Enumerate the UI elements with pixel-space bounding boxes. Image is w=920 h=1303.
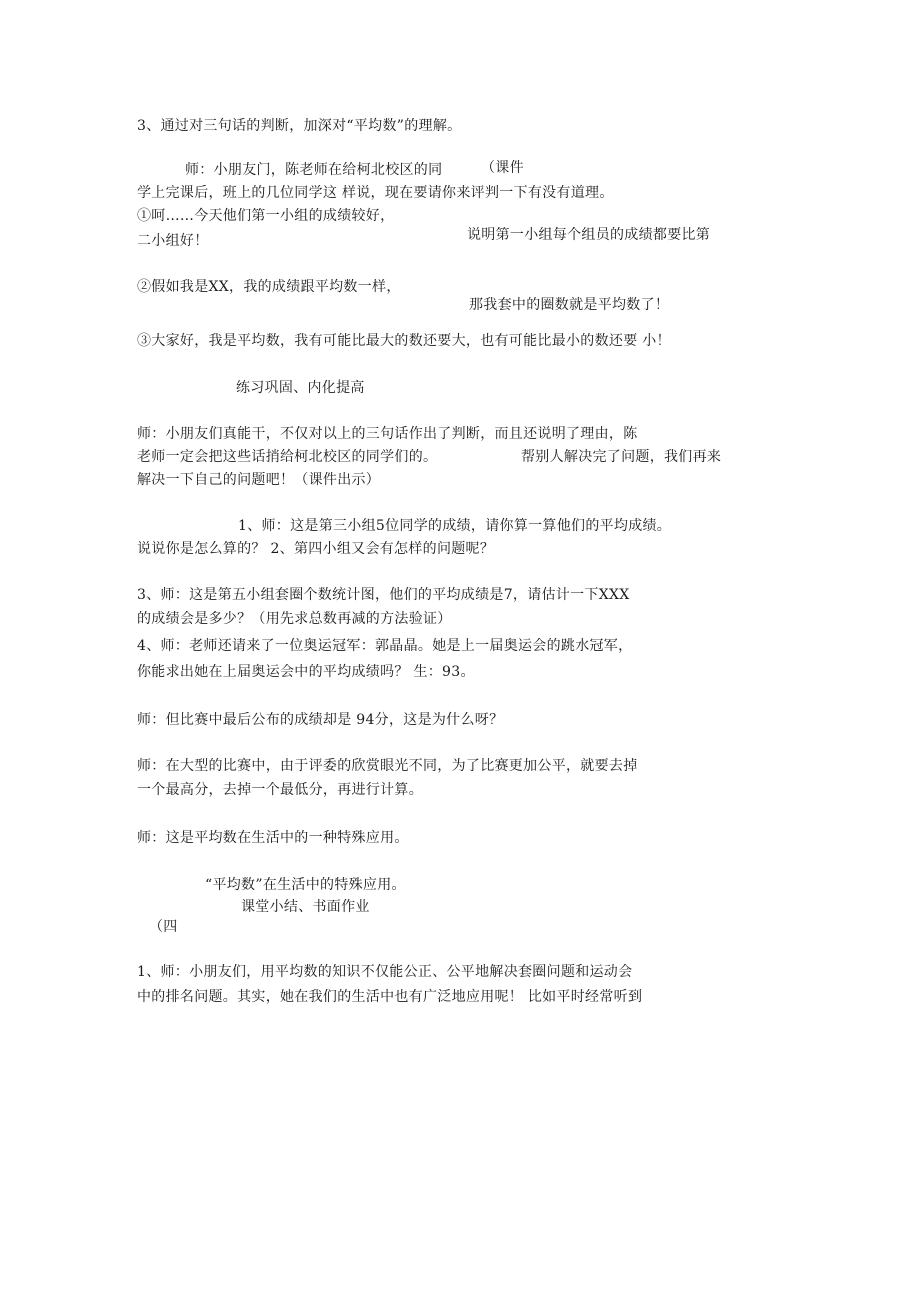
line-1: 3、通过对三句话的判断，加深对“平均数”的理解。 <box>137 118 462 134</box>
line-16: 1、师：这是第三小组5位同学的成绩，请你算一算他们的平均成绩。 <box>238 518 672 534</box>
line-25: 师：这是平均数在生活中的一种特殊应用。 <box>137 830 409 846</box>
line-7: 二小组好！ <box>137 233 209 249</box>
line-13: 老师一定会把这些话捎给柯北校区的同学们的。 <box>137 449 438 465</box>
line-24: 一个最高分，去掉一个最低分，再进行计算。 <box>137 782 423 798</box>
line-26: “平均数”在生活中的特殊应用。 <box>205 877 406 893</box>
line-5: ①呵……今天他们第一小组的成绩较好， <box>137 208 395 224</box>
line-9: 那我套中的圈数就是平均数了！ <box>469 297 670 313</box>
line-27: 课堂小结、书面作业 <box>241 899 370 915</box>
line-3: （课件 <box>481 160 524 176</box>
line-4: 学上完课后，班上的几位同学这 样说，现在要请你来评判一下有没有道理。 <box>137 185 614 201</box>
line-11: 练习巩固、内化提高 <box>236 380 365 396</box>
line-6: 说明第一小组每个组员的成绩都要比第 <box>467 227 711 243</box>
line-19: 的成绩会是多少？（用先求总数再减的方法验证） <box>137 611 452 627</box>
line-23: 师：在大型的比赛中，由于评委的欣赏眼光不同，为了比赛更加公平，就要去掉 <box>137 758 638 774</box>
line-10: ③大家好，我是平均数，我有可能比最大的数还要大，也有可能比最小的数还要 小！ <box>137 333 671 349</box>
line-17: 说说你是怎么算的？ 2、第四小组又会有怎样的问题呢？ <box>137 541 495 557</box>
line-20: 4、师：老师还请来了一位奥运冠军：郭晶晶。她是上一届奥运会的跳水冠军， <box>137 638 633 654</box>
line-14: 帮别人解决完了问题，我们再来 <box>521 449 722 465</box>
line-15: 解决一下自己的问题吧！（课件出示） <box>137 472 381 488</box>
line-8: ②假如我是XX，我的成绩跟平均数一样， <box>137 279 401 295</box>
line-29: 1、师：小朋友们，用平均数的知识不仅能公正、公平地解决套圈问题和运动会 <box>137 964 633 980</box>
line-30: 中的排名问题。其实，她在我们的生活中也有广泛地应用呢！ 比如平时经常听到 <box>137 989 643 1005</box>
line-18: 3、师：这是第五小组套圈个数统计图，他们的平均成绩是7，请估计一下XXX <box>137 587 630 603</box>
line-22: 师：但比赛中最后公布的成绩却是 94分，这是为什么呀？ <box>137 712 504 728</box>
line-12: 师：小朋友们真能干，不仅对以上的三句话作出了判断，而且还说明了理由，陈 <box>137 426 638 442</box>
line-21: 你能求出她在上届奥运会中的平均成绩吗？ 生：93。 <box>137 664 475 680</box>
line-2: 师：小朋友门，陈老师在给柯北校区的同 <box>185 162 443 178</box>
line-28: （四 <box>149 919 178 935</box>
